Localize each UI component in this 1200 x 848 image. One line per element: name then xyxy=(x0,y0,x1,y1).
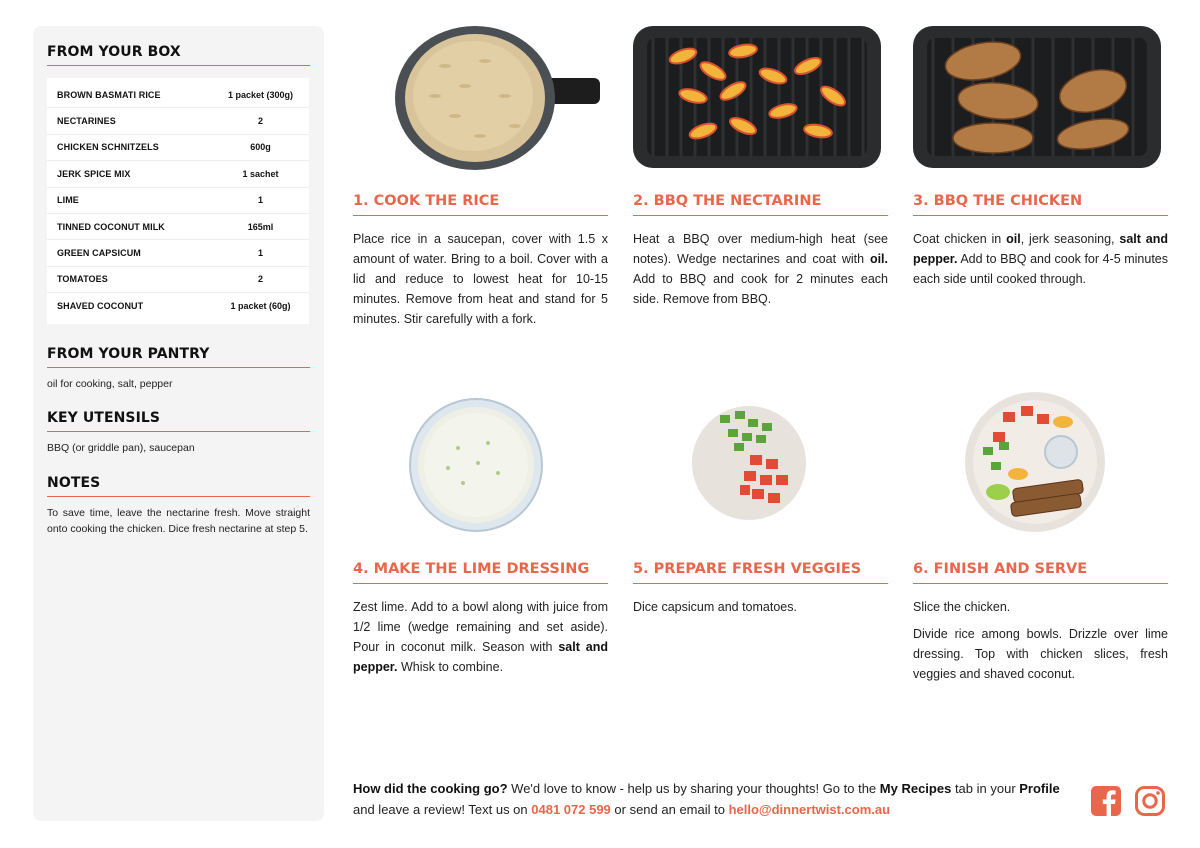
footer-text: or send an email to xyxy=(610,802,729,817)
ingredient-name: SHAVED COCONUT xyxy=(57,301,144,312)
instruction-text: Add to BBQ and cook for 4-5 minutes each side until cooked through. xyxy=(913,252,1168,286)
step-instructions xyxy=(633,597,888,617)
step-title: 2. BBQ THE NECTARINE xyxy=(633,193,888,216)
ingredient-quantity: 1 sachet xyxy=(242,168,279,179)
ingredient-quantity: 1 xyxy=(257,248,263,259)
instruction-text: Zest lime. Add to a bowl along with juice from 1/2 lime (wedge remaining and set aside). Pour in coconut milk. Season with xyxy=(353,600,608,654)
footer-emphasis: My Recipes xyxy=(879,781,952,796)
emphasis-text: oil. xyxy=(869,252,888,266)
ingredient-quantity: 2 xyxy=(257,116,263,127)
lime-dressing-photo xyxy=(408,398,544,532)
from-your-box-section xyxy=(47,44,310,324)
instruction-text: Add to BBQ and cook for 2 minutes each side. Remove from BBQ. xyxy=(633,272,888,306)
pantry-heading: FROM YOUR PANTRY xyxy=(47,346,310,368)
footer-text: We'd love to know - help us by sharing your thoughts! Go to the xyxy=(507,781,880,796)
step-title: 6. FINISH AND SERVE xyxy=(913,561,1168,584)
grilled-nectarine-photo xyxy=(633,26,881,168)
ingredient-quantity: 1 packet (300g) xyxy=(227,89,294,100)
fresh-veggies-photo xyxy=(690,405,808,521)
ingredient-name: CHICKEN SCHNITZELS xyxy=(57,142,159,153)
instagram-icon[interactable] xyxy=(1134,785,1166,817)
ingredient-row xyxy=(47,161,309,187)
ingredient-quantity: 1 xyxy=(257,195,263,206)
step-1 xyxy=(353,193,608,329)
phone-number-link[interactable]: 0481 072 599 xyxy=(531,802,611,817)
notes-heading: NOTES xyxy=(47,475,310,497)
finished-bowl-photo xyxy=(963,392,1107,532)
ingredient-name: BROWN BASMATI RICE xyxy=(57,89,161,100)
ingredient-row xyxy=(47,214,309,240)
ingredient-row xyxy=(47,82,309,108)
ingredient-row xyxy=(47,188,309,214)
utensils-text: BBQ (or griddle pan), saucepan xyxy=(47,442,195,455)
ingredient-name: GREEN CAPSICUM xyxy=(57,248,141,259)
utensils-heading: KEY UTENSILS xyxy=(47,410,310,432)
step-6 xyxy=(913,561,1168,684)
email-link[interactable]: hello@dinnertwist.com.au xyxy=(728,802,891,817)
ingredient-quantity: 2 xyxy=(257,274,263,285)
ingredient-quantity: 165ml xyxy=(247,221,274,232)
emphasis-text: oil xyxy=(1006,232,1021,246)
step-4 xyxy=(353,561,608,677)
ingredient-name: NECTARINES xyxy=(57,116,116,127)
step-title: 4. MAKE THE LIME DRESSING xyxy=(353,561,608,584)
notes-text: To save time, leave the nectarine fresh. Move straight onto cooking the chicken. Dice fresh nectarine at step 5. xyxy=(47,506,310,536)
emphasis-text: salt and pepper. xyxy=(353,640,608,674)
ingredient-row xyxy=(47,293,309,319)
instruction-text: Coat chicken in xyxy=(913,232,1007,246)
instruction-text: , jerk seasoning, xyxy=(1020,232,1120,246)
instruction-text: Whisk to combine. xyxy=(397,660,504,674)
step-3 xyxy=(913,193,1168,289)
footer-emphasis: How did the cooking go? xyxy=(353,781,508,796)
step-title: 1. COOK THE RICE xyxy=(353,193,608,216)
ingredient-quantity: 1 packet (60g) xyxy=(230,301,291,312)
instruction-text: Slice the chicken. xyxy=(913,600,1011,614)
grilled-chicken-photo xyxy=(913,26,1161,168)
step-instructions xyxy=(353,229,608,329)
ingredient-row xyxy=(47,135,309,161)
from-your-box-heading: FROM YOUR BOX xyxy=(47,44,310,66)
step-title: 3. BBQ THE CHICKEN xyxy=(913,193,1168,216)
ingredient-name: TOMATOES xyxy=(57,274,108,285)
emphasis-text: salt and pepper. xyxy=(913,232,1168,266)
utensils-section xyxy=(47,410,310,457)
step-instructions xyxy=(633,229,888,309)
instruction-text: Divide rice among bowls. Drizzle over lime dressing. Top with chicken slices, fresh veggies and shaved coconut. xyxy=(913,627,1168,681)
step-title: 5. PREPARE FRESH VEGGIES xyxy=(633,561,888,584)
feedback-footer xyxy=(353,778,1073,820)
pantry-text: oil for cooking, salt, pepper xyxy=(47,377,173,390)
step-instructions xyxy=(913,229,1168,289)
notes-section xyxy=(47,475,310,538)
ingredients-table xyxy=(47,78,309,324)
step-5 xyxy=(633,561,888,617)
instruction-text: Dice capsicum and tomatoes. xyxy=(633,600,797,614)
step-instructions xyxy=(353,597,608,677)
instruction-text: Heat a BBQ over medium-high heat (see notes). Wedge nectarines and coat with xyxy=(633,232,888,266)
instruction-text: Place rice in a saucepan, cover with 1.5 x amount of water. Bring to a boil. Cover with a lid and reduce to lowest heat for 10-15 minutes. Remove from heat and stand for 5 minutes. Stir carefully with a fork. xyxy=(353,232,608,326)
ingredient-row xyxy=(47,108,309,134)
ingredient-name: TINNED COCONUT MILK xyxy=(57,221,165,232)
footer-text: tab in your xyxy=(951,781,1020,796)
ingredient-row xyxy=(47,240,309,266)
sidebar xyxy=(33,26,324,821)
ingredient-name: LIME xyxy=(57,195,79,206)
ingredient-name: JERK SPICE MIX xyxy=(57,168,131,179)
footer-emphasis: Profile xyxy=(1019,781,1060,796)
pantry-section xyxy=(47,346,310,393)
ingredient-row xyxy=(47,267,309,293)
rice-pan-photo xyxy=(395,26,605,171)
step-instructions xyxy=(913,624,1168,684)
footer-text: and leave a review! Text us on xyxy=(353,802,532,817)
ingredient-quantity: 600g xyxy=(250,142,271,153)
facebook-icon[interactable] xyxy=(1090,785,1122,817)
step-instructions xyxy=(913,597,1168,617)
step-2 xyxy=(633,193,888,309)
